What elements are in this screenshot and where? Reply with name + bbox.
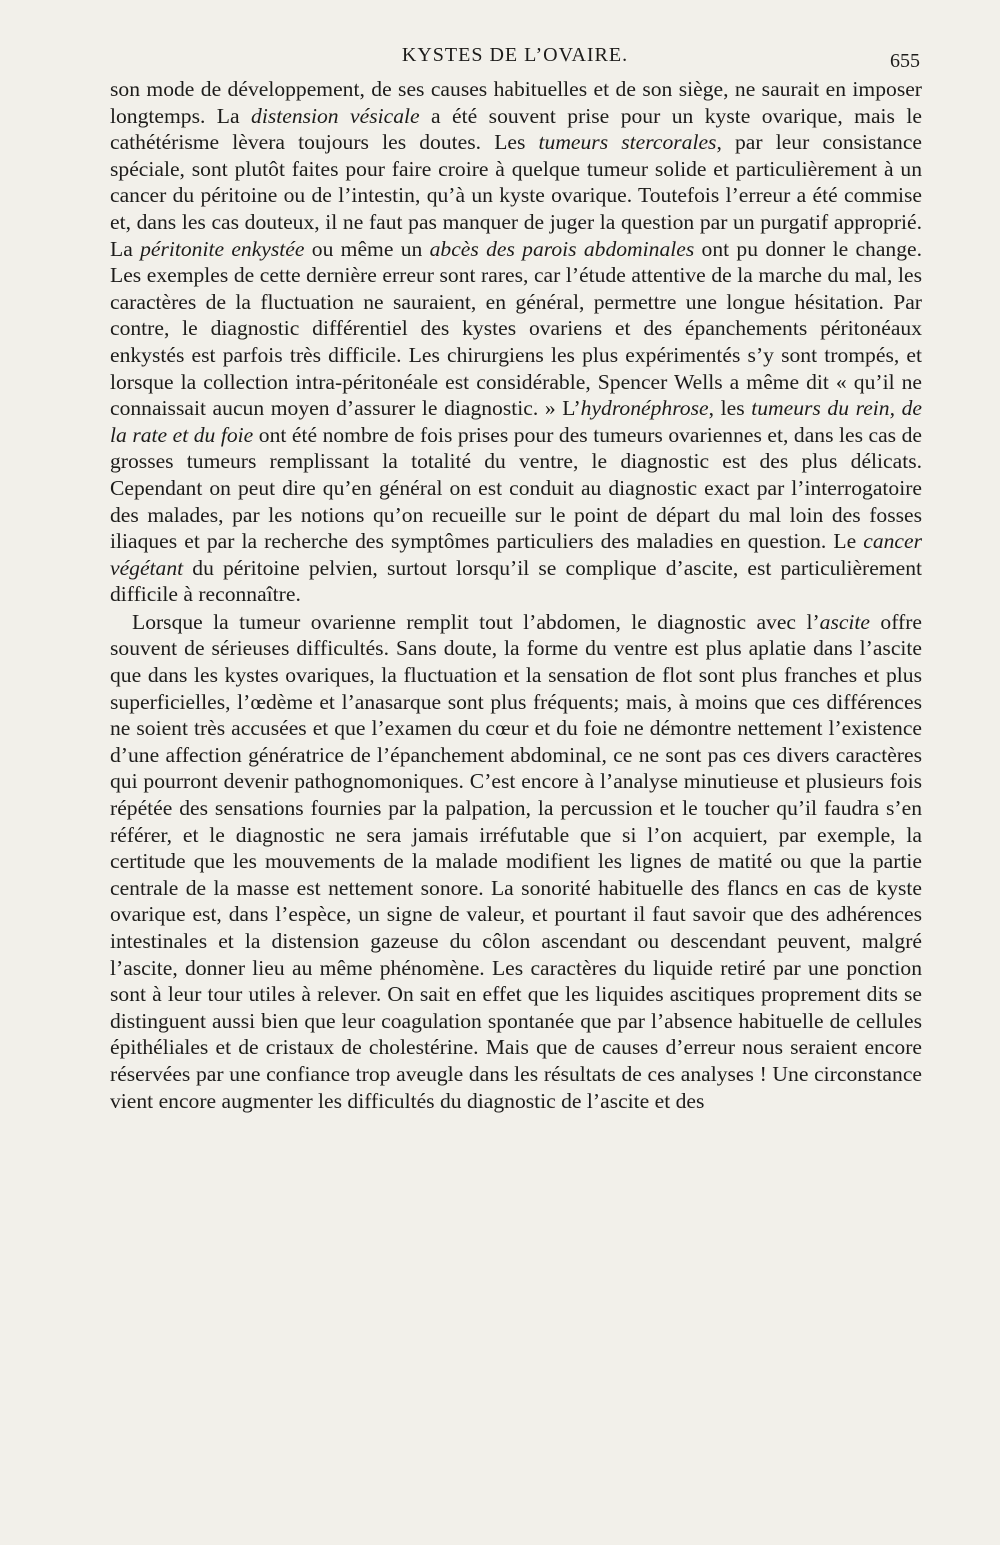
text-run: , les: [708, 396, 752, 421]
text-run: offre souvent de sérieuses difficultés. Sans doute, la forme du ventre est plus aplatie dans l’ascite que dans les kystes ovariques, la fluctuation et la sensation de flot sont plus franches et plus superficielles, l’œdème et l’anasarque sont plus fréquents; mais, à moins que ces différences ne soient très accusées et que l’examen du cœur et du foie ne démontre nettement l’existence d’une affection génératrice de l’épanchement abdominal, ce ne sont pas ces divers caractères qui pourront devenir pathognomoniques. C’est encore à l’analyse minutieuse et plusieurs fois répétée des sensations fournies par la palpation, la percussion et le toucher qu’il faudra s’en référer, et le diagnostic ne sera jamais irréfutable que si l’on acquiert, par exemple, la certitude que les mouvements de la malade modifient les lignes de matité ou que la partie centrale de la masse est nettement sonore. La sonorité habituelle des flancs en cas de kyste ovarique est, dans l’espèce, un signe de valeur, et pourtant il faut savoir que des adhérences intestinales et la distension gazeuse du côlon ascendant ou descendant peuvent, malgré l’ascite, donner lieu au même phénomène. Les caractères du liquide retiré par une ponction sont à leur tour utiles à relever. On sait en effet que les liquides ascitiques proprement dits se distinguent aussi bien que leur coagulation spontanée que par l’absence habituelle de cellules épithéliales et de cristaux de cholestérine. Mais que de causes d’erreur nous seraient encore réservées par une confiance trop aveugle dans les résultats de ces analyses ! Une circonstance vient encore augmenter les difficultés du diagnostic de l’ascite et des: [110, 609, 923, 1113]
paragraph: [110, 76, 922, 608]
paragraph: [110, 609, 922, 1114]
italic-term: cancer végétant: [110, 529, 922, 580]
italic-term: hydronéphrose: [580, 396, 709, 421]
text-run: ou même un: [304, 236, 430, 261]
running-title: KYSTES DE L’OVAIRE.: [401, 44, 629, 66]
text-run: ont été nombre de fois prises pour des tumeurs ovariennes et, dans les cas de grosses tumeurs remplissant la totalité du ventre, le diagnostic est des plus délicats. Cependant on peut dire qu’en général on est conduit au diagnostic exact par l’interrogatoire des malades, par les notions qu’on recueille sur le point de départ du mal loin des fosses iliaques et par la recherche des symptômes particuliers des maladies en question. Le: [110, 422, 922, 554]
page-number: 655: [890, 50, 920, 72]
text-run: du péritoine pelvien, surtout lorsqu’il se complique d’ascite, est particulièrement difficile à reconnaître.: [110, 555, 922, 607]
italic-term: péritonite enkystée: [140, 236, 305, 261]
text-run: ont pu donner le change. Les exemples de cette dernière erreur sont rares, car l’étude attentive de la marche du mal, les caractères de la fluctuation ne sauraient, en général, permettre une longue hésitation. Par contre, le diagnostic différentiel des kystes ovariens et des épanchements péritonéaux enkystés est parfois très difficile. Les chirurgiens les plus expérimentés s’y sont trompés, et lorsque la collection intra-péritonéale est considérable, Spencer Wells a même dit « qu’il ne connaissait aucun moyen d’assurer le diagnostic. » L’: [110, 236, 922, 421]
text-run: Lorsque la tumeur ovarienne remplit tout l’abdomen, le diagnostic avec l’: [132, 609, 820, 634]
running-head: [110, 44, 920, 72]
body-text: [110, 76, 922, 1114]
italic-term: abcès des parois abdominales: [429, 236, 695, 261]
text-run: , par leur consistance spéciale, sont plutôt faites pour faire croire à quelque tumeur solide et particulièrement à un cancer du péritoine ou de l’intestin, qu’à un kyste ovarique. Toutefois l’erreur a été commise et, dans les cas douteux, il ne faut pas manquer de juger la question par un purgatif approprié. La: [110, 130, 922, 261]
italic-term: tumeurs du rein, de la rate et du foie: [110, 396, 922, 447]
text-run: son mode de développement, de ses causes habituelles et de son siège, ne saurait en imposer longtemps. La: [110, 77, 922, 128]
italic-term: ascite: [819, 609, 871, 634]
italic-term: distension vésicale: [251, 103, 420, 128]
text-run: a été souvent prise pour un kyste ovarique, mais le cathétérisme lèvera toujours les doutes. Les: [110, 103, 922, 155]
italic-term: tumeurs stercorales: [538, 130, 717, 155]
